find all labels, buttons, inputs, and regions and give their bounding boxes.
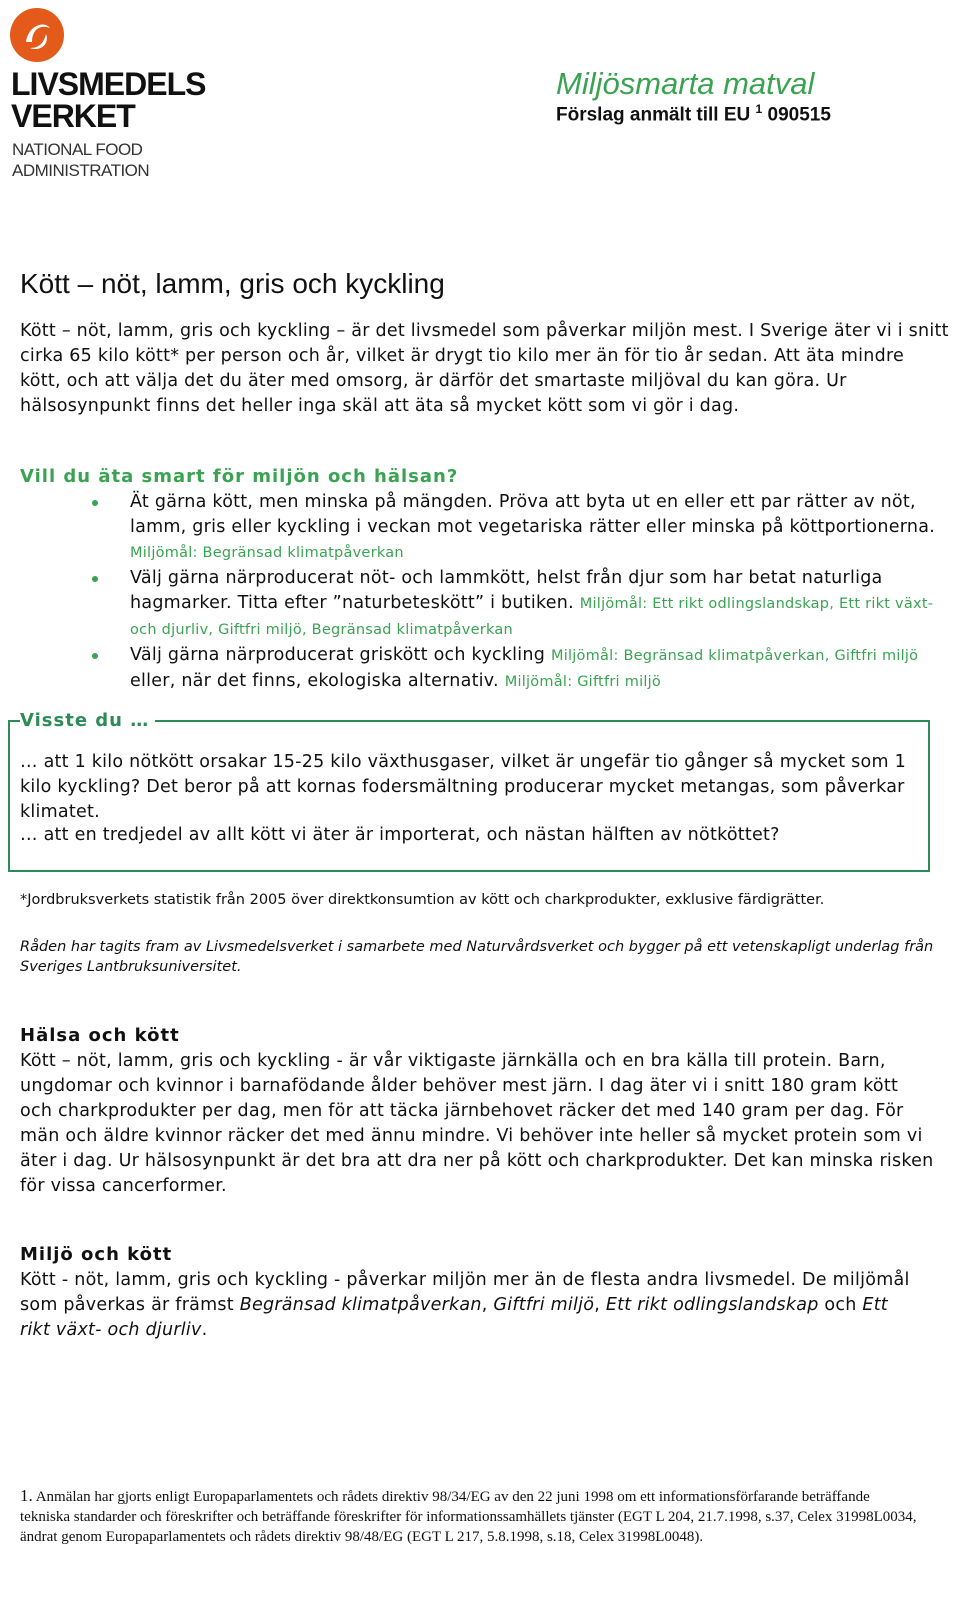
- advice-text: Välj gärna närproducerat griskött och kyckling: [130, 645, 546, 665]
- list-item: [90, 643, 950, 695]
- fact-1: … att 1 kilo nötkött orsakar 15-25 kilo växthusgaser, vilket är ungefär tio gånger så mycket som 1 kilo kyckling? Det beror på att kornas fodersmältning producerar mycket metangas, som påverkar klimatet.: [20, 752, 906, 822]
- advice-text: Välj gärna närproducerat nöt- och lammkött, helst från djur som har betat naturliga hagmarker. Titta efter ”naturbeteskött” i butiken.: [130, 568, 883, 613]
- page-title: Kött – nöt, lamm, gris och kyckling: [20, 268, 445, 299]
- advice-text: Ät gärna kött, men minska på mängden. Pröva att byta ut en eller ett par rätter av nöt, lamm, gris eller kyckling i veckan mot vegetariska rätter eller minska på köttportionerna.: [130, 492, 936, 537]
- fact-2: … att en tredjedel av allt kött vi äter är importerat, och nästan hälften av nötköttet?: [20, 825, 780, 845]
- environment-paragraph: [20, 1268, 920, 1343]
- document-series-title: Miljösmarta matval: [556, 66, 815, 101]
- eu-notification-footnote: [20, 1486, 920, 1547]
- conjunction: och: [824, 1295, 857, 1315]
- footnote-marker: 1: [755, 102, 763, 116]
- document-subtitle: [556, 102, 831, 126]
- logo-text-line3: NATIONAL FOOD: [12, 140, 143, 159]
- goal-landscape: Ett rikt odlingslandskap: [605, 1295, 819, 1315]
- logo-text-line2: VERKET: [11, 98, 135, 134]
- logo-emblem: [10, 8, 64, 62]
- bullet-icon: [92, 576, 98, 582]
- health-heading: Hälsa och kött: [20, 1025, 180, 1046]
- statistics-footnote: *Jordbruksverkets statistik från 2005 över direktkonsumtion av kött och charkprodukter, exklusive färdigrätter.: [20, 892, 825, 908]
- environmental-goal: Miljömål: Begränsad klimatpåverkan, Giftfri miljö: [550, 648, 919, 664]
- list-item: [90, 490, 950, 566]
- advice-text-continued: eller, när det finns, ekologiska alternativ.: [130, 671, 499, 691]
- separator: ,: [594, 1295, 601, 1315]
- goal-toxic-free: Giftfri miljö: [493, 1295, 595, 1315]
- bullet-icon: [92, 500, 98, 506]
- goal-biodiversity: Ett rikt växt- och djurliv: [20, 1295, 888, 1340]
- health-paragraph: Kött – nöt, lamm, gris och kyckling - är vår viktigaste järnkälla och en bra källa till protein. Barn, ungdomar och kvinnor i barnafödande ålder behöver mest järn. I dag äter vi i snitt 180 gram kött och charkprodukter per dag, men för att täcka järnbehovet räcker det med 140 gram per dag. För män och äldre kvinnor räcker det med ännu mindre. Vi behöver inte heller så mycket protein som vi äter i dag. Ur hälsosynpunkt är det bra att dra ner på kött och charkprodukter. Det kan minska risken för vissa cancerformer.: [20, 1051, 934, 1196]
- footnote-text: Anmälan har gjorts enligt Europaparlamentets och rådets direktiv 98/34/EG av den 22 juni 1998 om ett informationsförfarande beträffande tekniska standarder och föreskrifter och beträffande föreskrifter för informationssamhällets tjänster (EGT L 204, 21.7.1998, s.37, Celex 31998L0034, ändrat genom Europaparlamentets och rådets direktiv 98/48/EG (EGT L 217, 5.8.1998, s.18, Celex 31998L0048).: [20, 1489, 917, 1545]
- period: .: [201, 1320, 208, 1340]
- subtitle-text: Förslag anmält till EU: [556, 104, 751, 126]
- footnote-number: 1.: [20, 1486, 33, 1505]
- logo-text-line1: LIVSMEDELS: [11, 66, 206, 102]
- logo-text-line4: ADMINISTRATION: [12, 161, 150, 180]
- environment-text: Kött - nöt, lamm, gris och kyckling - påverkar miljön mer än de flesta andra livsmedel. De miljömål som påverkas är främst: [20, 1270, 910, 1315]
- logo-swirl-icon: [10, 8, 64, 62]
- environment-heading: Miljö och kött: [20, 1244, 173, 1265]
- environmental-goal: Miljömål: Ett rikt odlingslandskap, Ett rikt växt- och djurliv, Giftfri miljö, Begränsad klimatpåverkan: [130, 596, 934, 638]
- advice-heading: Vill du äta smart för miljön och hälsan?: [20, 466, 459, 487]
- advice-list: [90, 490, 950, 695]
- credit-note: Råden har tagits fram av Livsmedelsverket i samarbete med Naturvårdsverket och bygger på ett vetenskapligt underlag från Sveriges Lantbruksuniversitet.: [20, 939, 934, 975]
- bullet-icon: [92, 653, 98, 659]
- separator: ,: [481, 1295, 488, 1315]
- intro-paragraph: Kött – nöt, lamm, gris och kyckling – är det livsmedel som påverkar miljön mest. I Sverige äter vi i snitt cirka 65 kilo kött* per person och år, vilket är drygt tio kilo mer än för tio år sedan. Att äta mindre kött, och att välja det du äter med omsorg, är därför det smartaste miljöval du kan göra. Ur hälsosynpunkt finns det heller inga skäl att äta så mycket kött som vi gör i dag.: [20, 321, 949, 416]
- environmental-goal: Miljömål: Begränsad klimatpåverkan: [130, 545, 404, 561]
- goal-climate: Begränsad klimatpåverkan: [239, 1295, 482, 1315]
- list-item: [90, 566, 950, 643]
- environmental-goal: Miljömål: Giftfri miljö: [504, 674, 662, 690]
- document-date: 090515: [767, 104, 831, 126]
- fact-box-heading: Visste du …: [20, 710, 155, 731]
